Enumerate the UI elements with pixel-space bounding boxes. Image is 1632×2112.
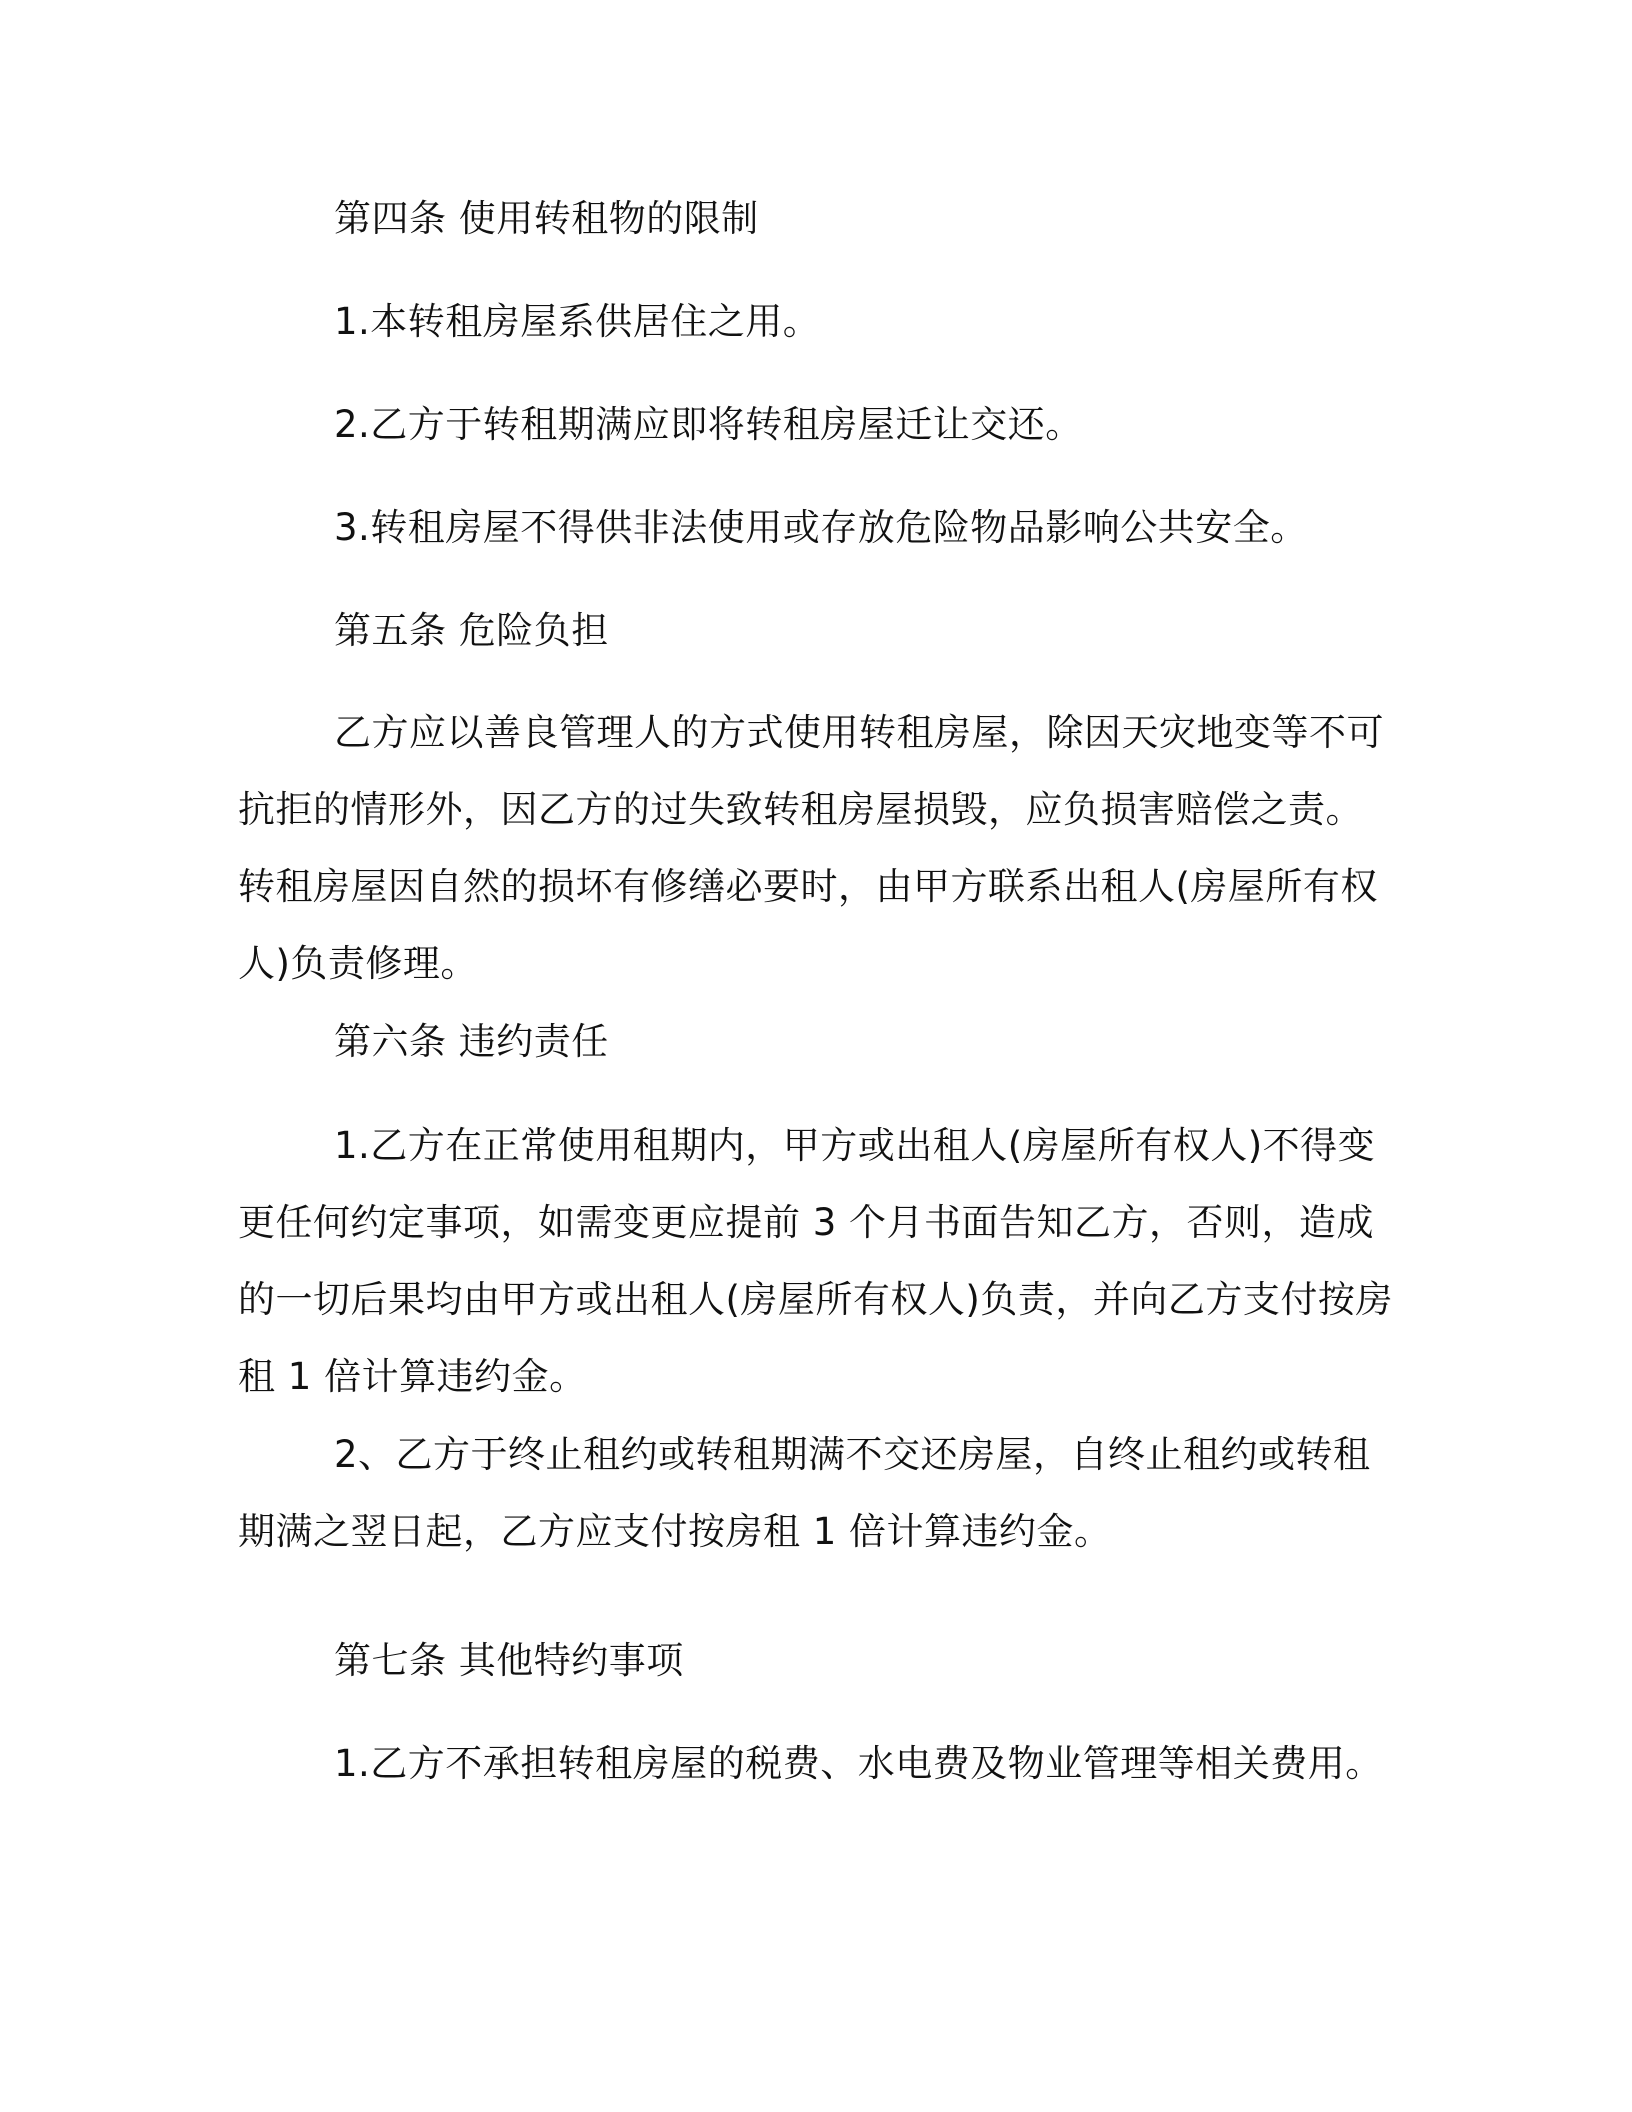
text-line: 的一切后果均由甲方或出租人(房屋所有权人)负责，并向乙方支付按房	[238, 1278, 1393, 1321]
text-line: 租 1 倍计算违约金。	[238, 1355, 587, 1398]
text-line: 1.乙方不承担转租房屋的税费、水电费及物业管理等相关费用。	[334, 1742, 1383, 1785]
text-line: 第五条 危险负担	[334, 609, 609, 652]
text-line: 1.乙方在正常使用租期内，甲方或出租人(房屋所有权人)不得变	[334, 1124, 1376, 1167]
article-5-heading	[238, 592, 1484, 669]
text-line: 期满之翌日起，乙方应支付按房租 1 倍计算违约金。	[238, 1510, 1112, 1553]
article-4-item-2	[238, 386, 1484, 463]
article-6-item-1	[238, 1107, 1393, 1415]
article-6-heading	[238, 1003, 1484, 1080]
article-4-heading	[238, 180, 1484, 257]
text-line: 2、乙方于终止租约或转租期满不交还房屋，自终止租约或转租	[334, 1433, 1371, 1476]
article-4-item-3	[238, 489, 1484, 566]
text-line: 3.转租房屋不得供非法使用或存放危险物品影响公共安全。	[334, 506, 1308, 549]
text-line: 第七条 其他特约事项	[334, 1639, 684, 1682]
article-7-heading	[238, 1622, 1484, 1699]
article-7-item-1	[238, 1725, 1484, 1802]
text-line: 2.乙方于转租期满应即将转租房屋迁让交还。	[334, 403, 1083, 446]
article-6-item-2	[238, 1416, 1388, 1570]
text-line: 乙方应以善良管理人的方式使用转租房屋，除因天灾地变等不可	[334, 711, 1384, 754]
text-line: 人)负责修理。	[238, 942, 478, 985]
article-4-item-1	[238, 283, 1484, 360]
text-line: 更任何约定事项，如需变更应提前 3 个月书面告知乙方，否则，造成	[238, 1201, 1375, 1244]
article-5-body	[238, 694, 1388, 1002]
text-line: 第六条 违约责任	[334, 1020, 609, 1063]
text-line: 抗拒的情形外，因乙方的过失致转租房屋损毁，应负损害赔偿之责。	[238, 788, 1363, 831]
text-line: 1.本转租房屋系供居住之用。	[334, 300, 821, 343]
text-line: 转租房屋因自然的损坏有修缮必要时，由甲方联系出租人(房屋所有权	[238, 865, 1378, 908]
text-line: 第四条 使用转租物的限制	[334, 197, 759, 240]
